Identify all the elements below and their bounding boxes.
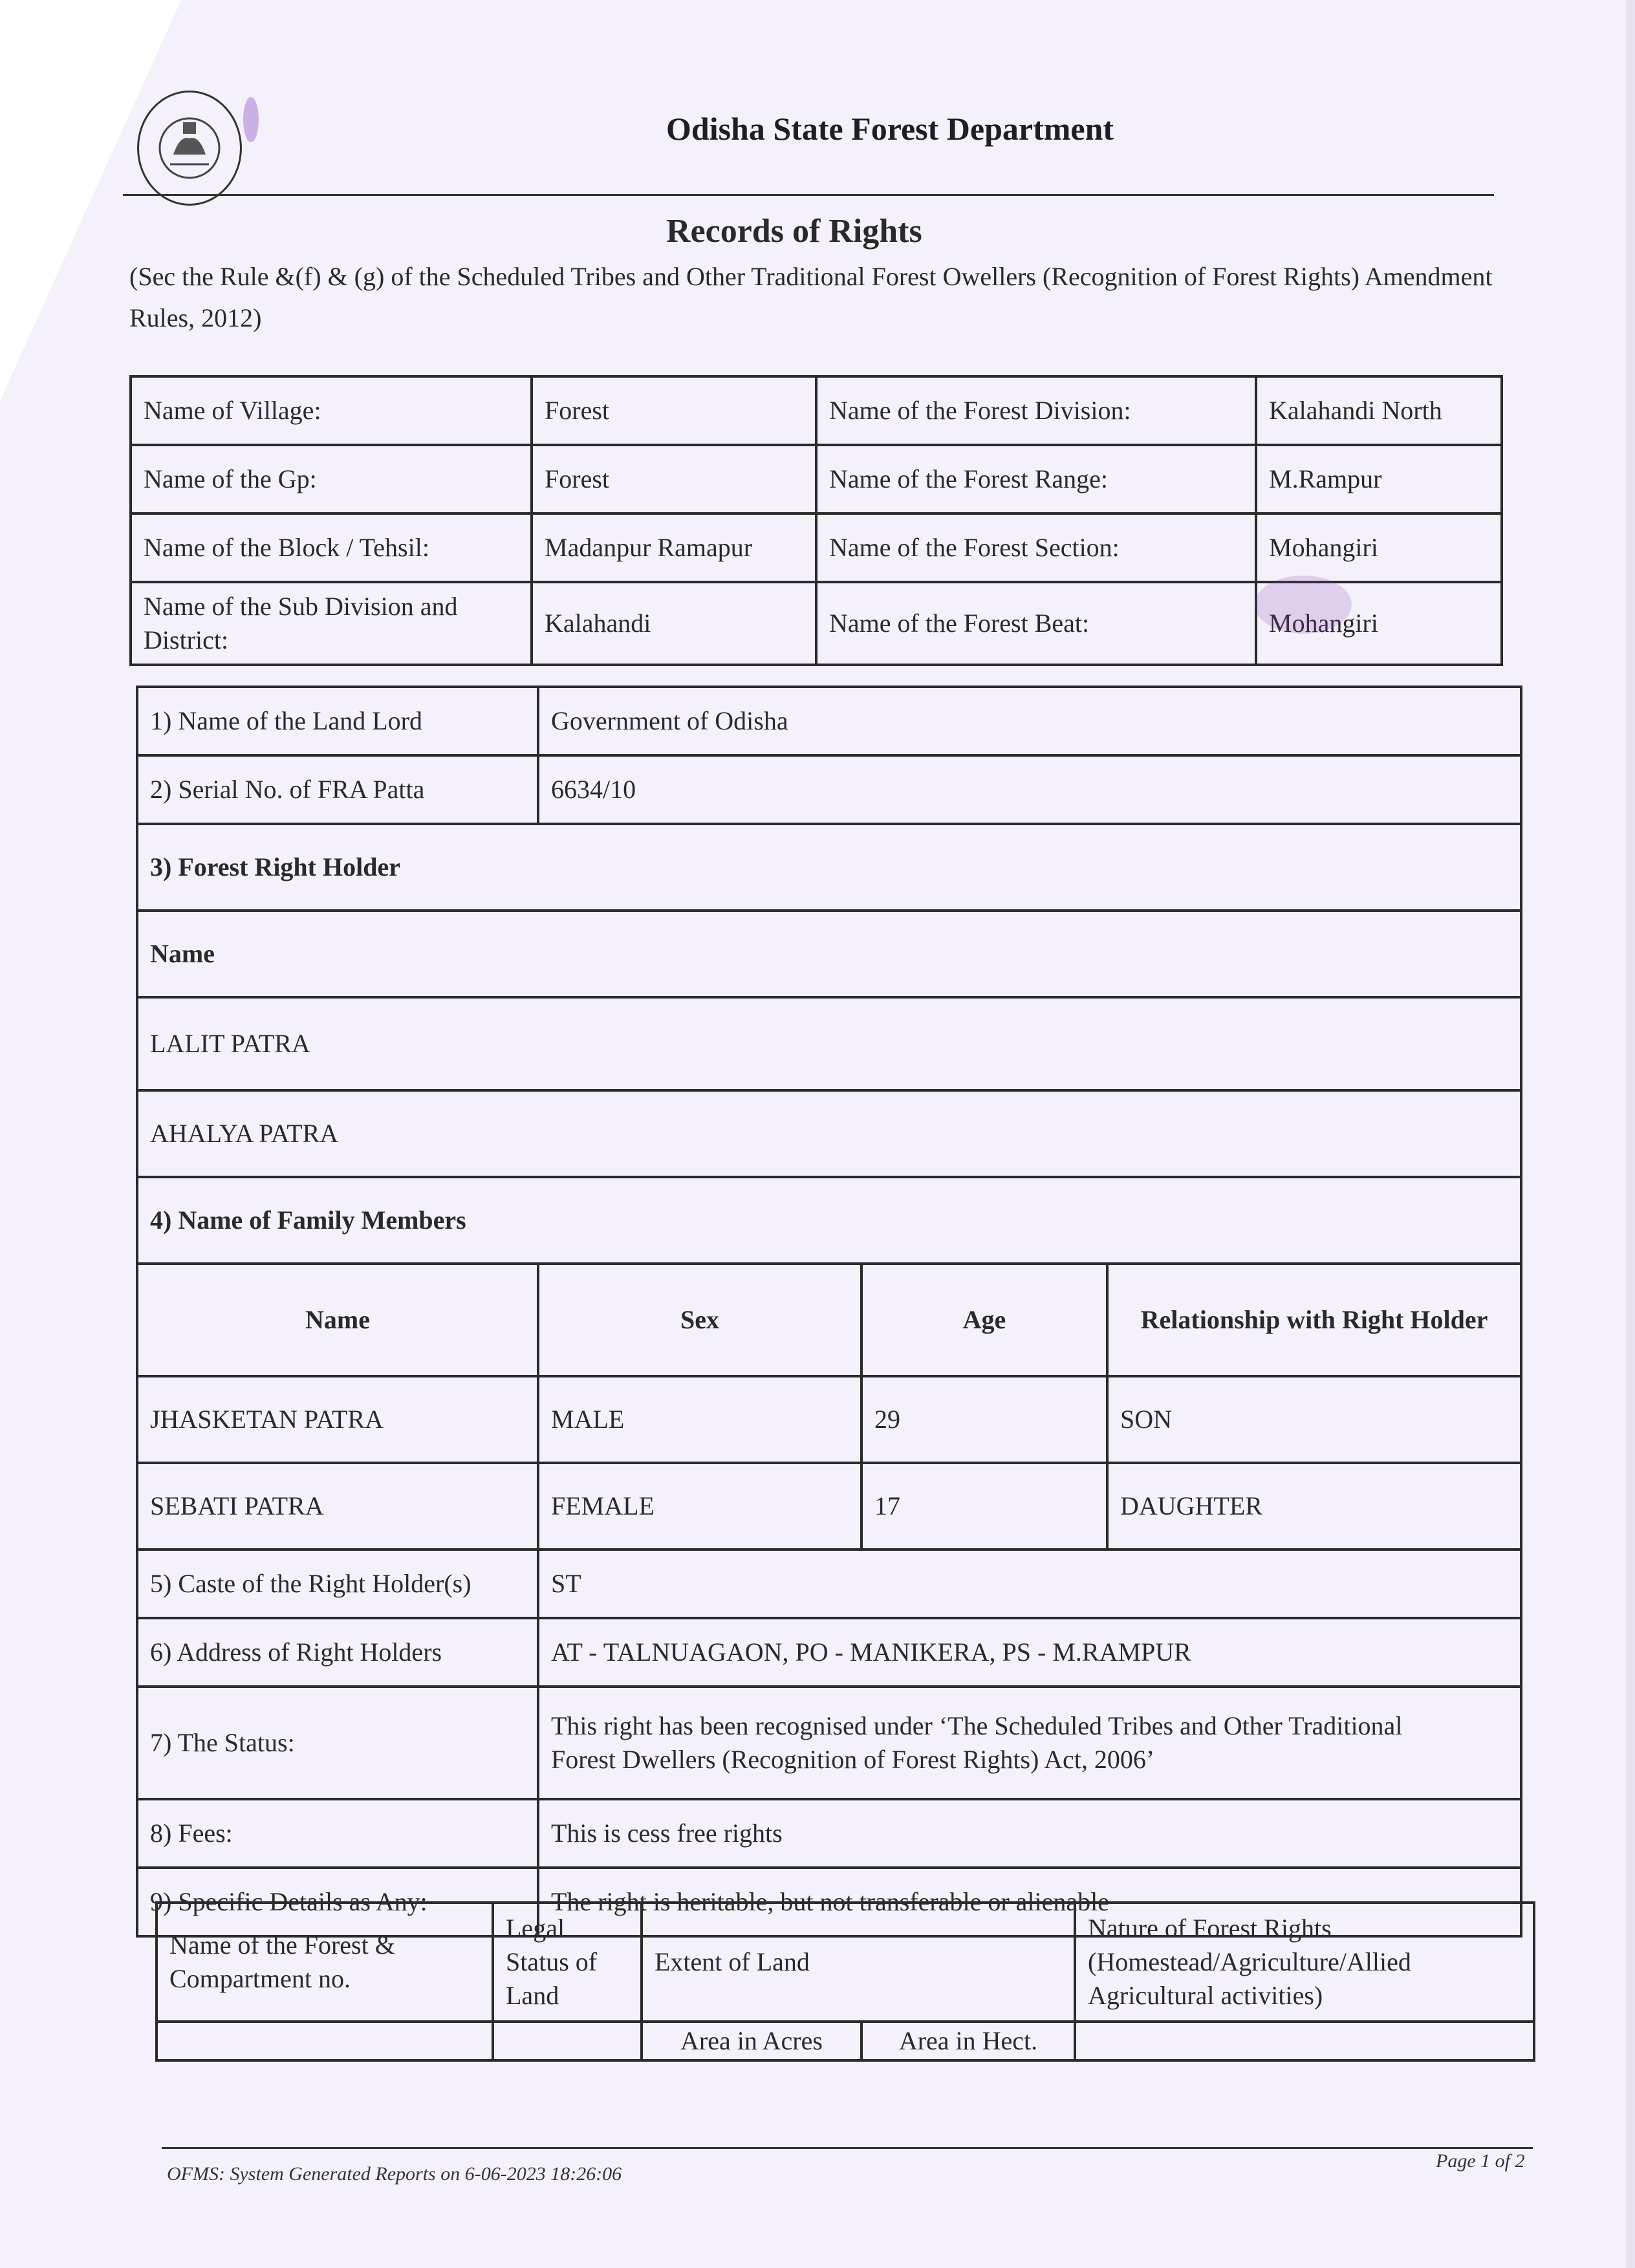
member-sex: MALE — [538, 1376, 861, 1463]
table-row — [137, 1799, 1521, 1868]
ink-mark — [243, 97, 259, 142]
status-text-line: This right has been recognised under ‘The Scheduled Tribes and Other Traditional — [551, 1711, 1403, 1740]
gp-value: Forest — [532, 445, 816, 513]
table-row — [137, 1618, 1521, 1687]
gp-label: Name of the Gp: — [131, 445, 532, 513]
status-text-line: Forest Dwellers (Recognition of Forest Rights) Act, 2006’ — [551, 1745, 1155, 1774]
area-hect-header: Area in Hect. — [861, 2022, 1075, 2060]
empty-cell — [493, 2022, 642, 2060]
forest-division-value: Kalahandi North — [1256, 376, 1502, 445]
table-row — [137, 687, 1521, 755]
header-divider — [123, 194, 1494, 196]
ink-stamp-smudge — [1255, 576, 1352, 634]
table-row — [137, 1376, 1521, 1463]
name-heading: Name — [137, 911, 1521, 997]
table-row — [137, 824, 1521, 911]
member-relation: SON — [1107, 1376, 1521, 1463]
table-row — [137, 1687, 1521, 1799]
caste-label: 5) Caste of the Right Holder(s) — [137, 1550, 538, 1618]
family-col-name: Name — [137, 1264, 538, 1376]
page-edge — [1626, 0, 1635, 2268]
family-heading: 4) Name of Family Members — [137, 1177, 1521, 1264]
folded-corner — [0, 0, 181, 401]
holder-heading: 3) Forest Right Holder — [137, 824, 1521, 911]
rule-reference: (Sec the Rule &(f) & (g) of the Scheduled Tribes and Other Traditional Forest Owellers (Recognition of Forest Rights) Amendment Rules, 2012) — [129, 262, 1493, 332]
table-row — [131, 376, 1502, 445]
empty-cell — [157, 2022, 493, 2060]
forest-beat-value: Mohangiri — [1256, 582, 1502, 665]
specific-value: The right is heritable, but not transferable or alienable — [538, 1868, 1521, 1936]
area-acres-header: Area in Acres — [642, 2022, 861, 2060]
table-row — [157, 2022, 1534, 2060]
member-name: SEBATI PATRA — [137, 1463, 538, 1550]
land-lord-label: 1) Name of the Land Lord — [137, 687, 538, 755]
forest-section-label: Name of the Forest Section: — [816, 513, 1256, 582]
table-row — [137, 1463, 1521, 1550]
member-age: 29 — [861, 1376, 1107, 1463]
land-extent-table — [155, 1901, 1535, 2062]
table-row — [131, 445, 1502, 513]
member-age: 17 — [861, 1463, 1107, 1550]
generated-note: OFMS: System Generated Reports on 6-06-2023 18:26:06 — [167, 2163, 622, 2185]
empty-cell — [1075, 2022, 1534, 2060]
forest-range-value: M.Rampur — [1256, 445, 1502, 513]
status-value — [538, 1687, 1521, 1799]
address-value: AT - TALNUAGAON, PO - MANIKERA, PS - M.RAMPUR — [538, 1618, 1521, 1687]
member-relation: DAUGHTER — [1107, 1463, 1521, 1550]
member-name: JHASKETAN PATRA — [137, 1376, 538, 1463]
table-row — [137, 1550, 1521, 1618]
village-label: Name of Village: — [131, 376, 532, 445]
holder-name: LALIT PATRA — [137, 997, 1521, 1090]
table-row — [137, 1264, 1521, 1376]
forest-range-label: Name of the Forest Range: — [816, 445, 1256, 513]
block-label: Name of the Block / Tehsil: — [131, 513, 532, 582]
department-title: Odisha State Forest Department — [666, 111, 1114, 147]
family-col-relationship: Relationship with Right Holder — [1107, 1264, 1521, 1376]
footer-divider — [162, 2147, 1533, 2149]
holder-name: AHALYA PATRA — [137, 1090, 1521, 1177]
forest-section-value: Mohangiri — [1256, 513, 1502, 582]
table-row — [137, 997, 1521, 1090]
serial-label: 2) Serial No. of FRA Patta — [137, 755, 538, 824]
page-title: Records of Rights — [666, 213, 922, 250]
sub-division-value: Kalahandi — [532, 582, 816, 665]
address-label: 6) Address of Right Holders — [137, 1618, 538, 1687]
caste-value: ST — [538, 1550, 1521, 1618]
member-sex: FEMALE — [538, 1463, 861, 1550]
nature-of-rights-header: Nature of Forest Rights (Homestead/Agriculture/Allied Agricultural activities) — [1075, 1903, 1534, 2022]
table-row — [157, 1903, 1534, 2022]
extent-of-land-header: Extent of Land — [642, 1903, 1075, 2022]
land-lord-value: Government of Odisha — [538, 687, 1521, 755]
village-value: Forest — [532, 376, 816, 445]
table-row — [131, 513, 1502, 582]
forest-compartment-header: Name of the Forest & Compartment no. — [157, 1903, 493, 2022]
table-row — [137, 1090, 1521, 1177]
forest-beat-label: Name of the Forest Beat: — [816, 582, 1256, 665]
page-number: Page 1 of 2 — [1436, 2150, 1525, 2172]
state-emblem-icon — [137, 91, 242, 206]
table-row — [137, 1177, 1521, 1264]
fees-value: This is cess free rights — [538, 1799, 1521, 1868]
legal-status-header: Legal Status of Land — [493, 1903, 642, 2022]
rights-details-table — [136, 686, 1522, 1938]
family-col-sex: Sex — [538, 1264, 861, 1376]
block-value: Madanpur Ramapur — [532, 513, 816, 582]
family-col-age: Age — [861, 1264, 1107, 1376]
sub-division-label: Name of the Sub Division and District: — [131, 582, 532, 665]
table-row — [137, 911, 1521, 997]
serial-value: 6634/10 — [538, 755, 1521, 824]
status-label: 7) The Status: — [137, 1687, 538, 1799]
fees-label: 8) Fees: — [137, 1799, 538, 1868]
specific-label: 9) Specific Details as Any: — [137, 1868, 538, 1936]
forest-division-label: Name of the Forest Division: — [816, 376, 1256, 445]
table-row — [137, 755, 1521, 824]
